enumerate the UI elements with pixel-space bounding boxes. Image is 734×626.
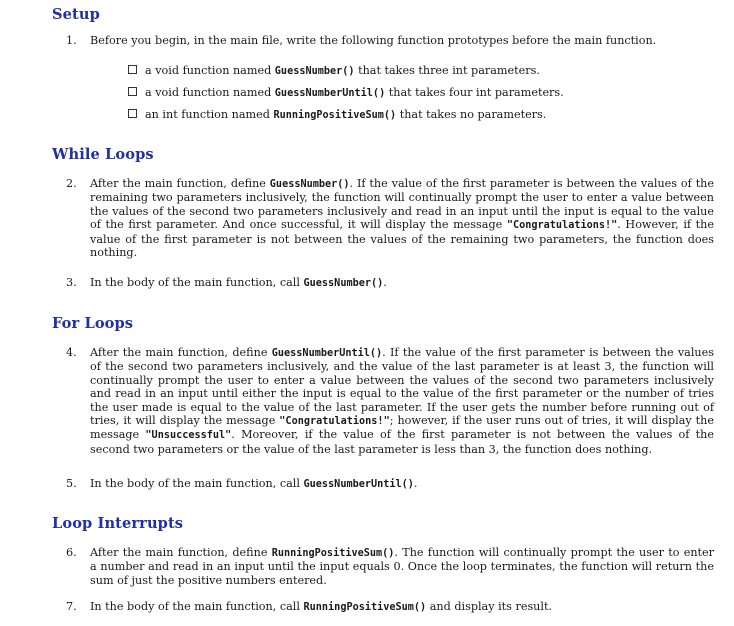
item-number: 4. — [66, 346, 77, 359]
item-number: 3. — [66, 276, 77, 289]
checkbox-icon — [128, 109, 137, 118]
item-number: 2. — [66, 177, 77, 190]
heading-for-loops: For Loops — [52, 315, 134, 332]
heading-while-loops: While Loops — [52, 146, 154, 163]
item-text: In the body of the main function, call GuessNumberUntil(). — [90, 477, 418, 490]
item-number: 1. — [66, 34, 77, 47]
list-item-1 — [66, 34, 714, 47]
prototype-item-1: a void function named GuessNumber() that takes three int parameters. — [128, 64, 540, 77]
item-text: After the main function, define GuessNumberUntil(). If the value of the first parameter is between the values of the second two parameters inclusively, and the value of the last parameter is at least 3, the function will continually prompt the user to enter a value between the values of the second two parameters inclusively and read in an input until either the input is equal to the value of the first parameter or the number of tries the user made is equal to the value of the last parameter. If the user gets the number before running out of tries, it will display the message "Congratulations!"; however, if the user runs out of tries, it will display the message "Unsuccessful". Moreover, if the value of the first parameter is not between the values of the second two parameters or the value of the last parameter is less than 3, the function does nothing. — [90, 346, 715, 456]
list-item-5 — [66, 477, 714, 491]
prototype-item-3: an int function named RunningPositiveSum() that takes no parameters. — [128, 108, 546, 121]
checkbox-icon — [128, 87, 137, 96]
list-item-4 — [66, 346, 714, 456]
item-text: After the main function, define GuessNumber(). If the value of the first parameter is between the values of the remaining two parameters inclusively, the function will continually prompt the user to enter a value between the values of the second two parameters inclusively and read in an input until the input is equal to the value of the first parameter. And once successful, it will display the message "Congratulations!". However, if the value of the first parameter is not between the values of the remaining two parameters, the function does nothing. — [90, 177, 715, 260]
heading-setup: Setup — [52, 6, 100, 23]
item-number: 5. — [66, 477, 77, 490]
prototype-item-2: a void function named GuessNumberUntil() that takes four int parameters. — [128, 86, 564, 99]
list-item-2 — [66, 177, 714, 259]
code-guessnumber: GuessNumber() — [274, 66, 355, 77]
item-text: In the body of the main function, call RunningPositiveSum() and display its result. — [90, 600, 553, 613]
code-guessnumberuntil: GuessNumberUntil() — [274, 88, 386, 99]
item-text: After the main function, define RunningPositiveSum(). The function will continually prompt the user to enter a number and read in an input until the input equals 0. Once the loop terminates, the function will return the sum of just the positive numbers entered. — [90, 546, 715, 587]
item-text: Before you begin, in the main file, write the following function prototypes before the main function. — [90, 34, 657, 47]
list-item-6 — [66, 546, 714, 587]
list-item-7 — [66, 600, 714, 614]
item-number: 7. — [66, 600, 77, 613]
item-text: In the body of the main function, call GuessNumber(). — [90, 276, 387, 289]
list-item-3 — [66, 276, 714, 290]
item-number: 6. — [66, 546, 77, 559]
checkbox-icon — [128, 65, 137, 74]
code-runningpositivesum: RunningPositiveSum() — [273, 110, 397, 121]
heading-loop-interrupts: Loop Interrupts — [52, 515, 184, 532]
